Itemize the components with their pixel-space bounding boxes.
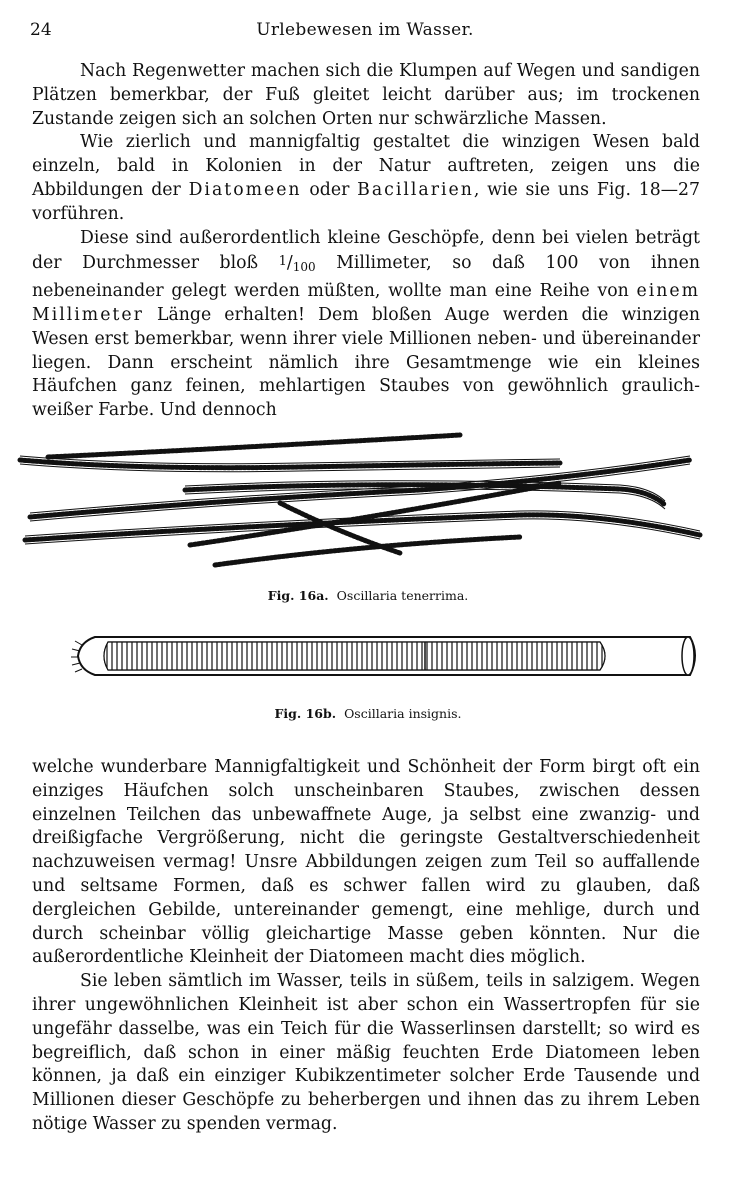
term-diatomeen: Diatomeen: [188, 179, 302, 200]
fraction-numerator: 1: [278, 254, 287, 270]
text-block-bottom: [32, 756, 700, 1137]
paragraph-3: Diese sind außerordentlich kleine Geschöpfe, denn bei vielen beträgt der Durchmesser bloß 1/100 Millimeter, so daß 100 von ihnen nebeneinander gelegt werden müßten, wollte man eine Reihe von einem Millimeter Länge erhalten! Dem bloßen Auge werden die winzigen Wesen erst bemerkbar, wenn ihrer viele Millionen neben- und übereinander liegen. Dann erscheint nämlich ihre Gesamtmenge wie ein kleines Häufchen ganz feinen, mehlartigen Staubes von gewöhnlich graulich-weißer Farbe. Und dennoch: [32, 227, 700, 421]
paragraph-2: Wie zierlich und mannigfaltig gestaltet die winzigen Wesen bald einzeln, bald in Kolonien in der Natur auftreten, zeigen uns die Abbildungen der Diatomeen oder Bacillarien, wie sie uns Fig. 18—27 vorführen.: [32, 132, 700, 224]
paragraph-4: welche wunderbare Mannigfaltigkeit und Schönheit der Form birgt oft ein einziges Häufchen solch unscheinbaren Staubes, zwischen dessen einzelnen Teilchen das unbewaffnete Auge, ja selbst eine zwanzig- und dreißigfache Vergrößerung, nicht die geringste Gestaltverschiedenheit nachzuweisen vermag! Unsre Abbildungen zeigen zum Teil so auffallende und seltsame Formen, daß es schwer fallen wird zu glauben, daß dergleichen Gebilde, untereinander gemengt, eine mehlige, durch und durch scheinbar völlig gleichartige Masse geben könnten. Nur die außerordentliche Kleinheit der Diatomeen macht dies möglich.: [32, 757, 700, 968]
paragraph-1: Nach Regenwetter machen sich die Klumpen auf Wegen und sandigen Plätzen bemerkbar, der Fuß gleitet leicht darüber aus; im trockenen Zustande zeigen sich an solchen Orten nur schwärzliche Massen.: [32, 61, 700, 129]
oscillaria-tenerrima-illustration: [0, 425, 736, 575]
text-block-top: [32, 60, 700, 423]
caption-16a: [0, 588, 736, 603]
term-einem-millimeter: einem Millimeter: [32, 281, 700, 325]
fraction-denominator: 100: [292, 260, 316, 275]
caption-16b-number: Fig. 16b.: [274, 706, 337, 721]
oscillaria-insignis-illustration: [0, 625, 736, 695]
running-head: Urlebewesen im Wasser.: [256, 20, 474, 40]
page-number: 24: [30, 20, 52, 40]
caption-16a-number: Fig. 16a.: [267, 588, 329, 603]
page-header: [30, 20, 700, 46]
caption-16b-title: Oscillaria insignis.: [344, 706, 462, 721]
figure-16a: [0, 425, 736, 575]
figure-16b: [0, 625, 736, 695]
term-bacillarien: Bacillarien: [357, 179, 474, 200]
caption-16a-title: Oscillaria tenerrima.: [336, 588, 469, 603]
paragraph-5: Sie leben sämtlich im Wasser, teils in süßem, teils in salzigem. Wegen ihrer ungewöhnlichen Kleinheit ist aber schon ein Wassertropfen für sie ungefähr dasselbe, was ein Teich für die Wasserlinsen darstellt; so wird es begreiflich, daß schon in einer mäßig feuchten Erde Diatomeen leben können, ja daß ein einziger Kubikzentimeter solcher Erde Tausende und Millionen dieser Geschöpfe zu beherbergen und ihnen das zu ihrem Leben nötige Wasser zu spenden vermag.: [32, 971, 700, 1134]
caption-16b: [0, 706, 736, 721]
